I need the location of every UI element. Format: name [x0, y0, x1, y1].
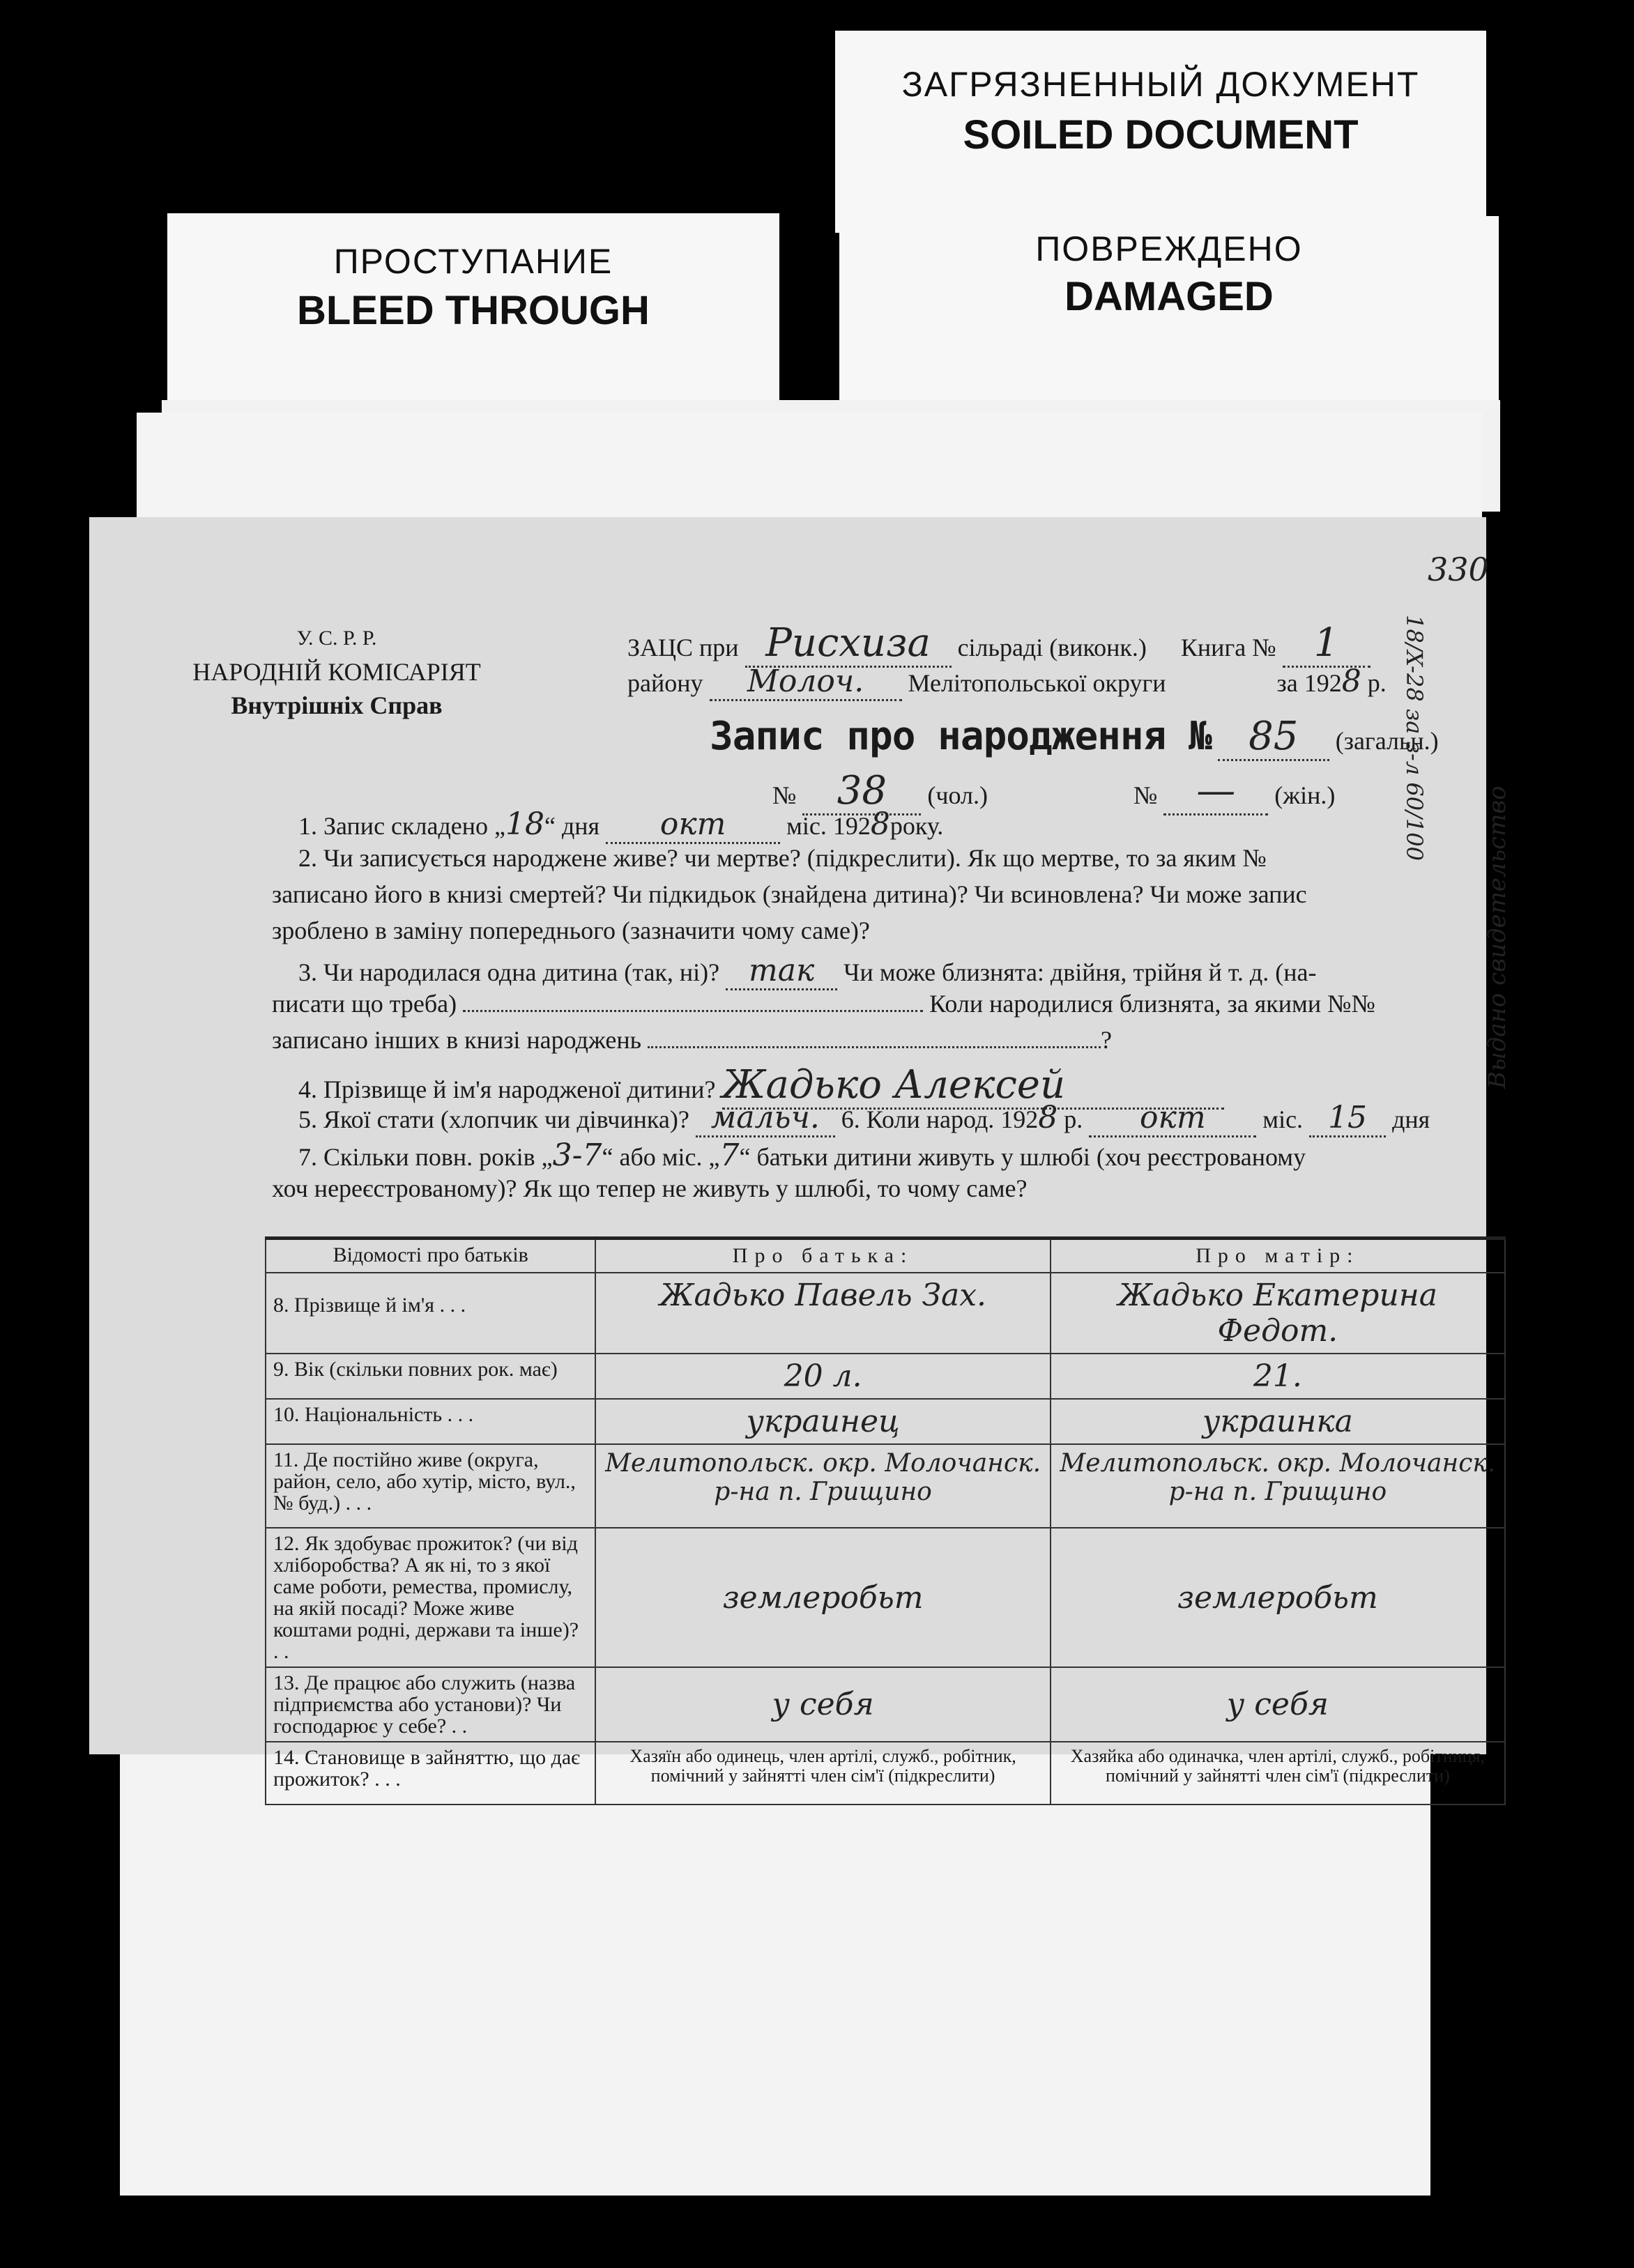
q5-question: 5. Якої стати (хлопчик чи дівчинка)? [298, 1105, 689, 1133]
zags-line [627, 620, 1370, 668]
record-female-label: (жін.) [1274, 781, 1336, 809]
page-title: Запис про народження № [710, 714, 1212, 759]
q3-answer: так [726, 953, 837, 990]
q3-line-2 [272, 989, 1375, 1018]
year-suffix: р. [1367, 669, 1387, 697]
bleed-label-en: BLEED THROUGH [297, 288, 650, 333]
father-answer: Жадько Павель Зах. [595, 1273, 1050, 1354]
q1-line [298, 806, 943, 844]
q3-line-1 [298, 953, 1316, 990]
q6-month-label: міс. [1262, 1105, 1304, 1133]
mother-answer: Мелитопольск. окр. Молочанск. р-на п. Грищино [1051, 1444, 1505, 1528]
q3-question-mark: ? [1101, 1026, 1112, 1054]
q1-year: 8 [870, 806, 890, 842]
q7-question: “ батьки дитини живуть у шлюбі (хоч реєстрованому [739, 1143, 1306, 1171]
q7-line-1 [298, 1137, 1306, 1173]
mother-answer: Жадько Екатерина Федот. [1051, 1273, 1505, 1354]
table-row [266, 1742, 1505, 1805]
row-question: 14. Становище в зайняттю, що дає прожиток? . . . [266, 1742, 595, 1805]
q4-question: 4. Прізвище й ім'я народженої дитини? [298, 1075, 716, 1103]
father-answer: Мелитопольск. окр. Молочанск. р-на п. Грищино [595, 1444, 1050, 1528]
q3-write-label: писати що треба) [272, 990, 457, 1018]
q6-year: 8 [1038, 1100, 1058, 1135]
q7-line-2: хоч нереєстрованому)? Як що тепер не живуть у шлюбі, то чому саме? [272, 1174, 1028, 1202]
mother-answer: 21. [1051, 1354, 1505, 1399]
q1-mid: “ дня [544, 812, 600, 840]
damaged-card [839, 216, 1499, 425]
zags-prefix: ЗАЦС при [627, 634, 739, 661]
q3-twins-numbers-label: Коли народилися близнята, за якими №№ [929, 990, 1375, 1018]
q6-day-label: дня [1392, 1105, 1430, 1133]
year-label: за 192 [1276, 669, 1342, 697]
mother-occupation-status: Хазяйка або одиначка, член артілі, служб., робітниця, помічний у зайнятті член сім'ї (підкреслити) [1051, 1742, 1505, 1805]
record-total: 85 [1218, 714, 1329, 761]
q4-answer: Жадько Алексей [722, 1062, 1224, 1110]
row-question: 13. Де працює або служить (назва підприємства або установи)? Чи господарює у себе? . . [266, 1667, 595, 1742]
book-value: 1 [1283, 620, 1370, 668]
q3-question: 3. Чи народилася одна дитина (так, ні)? [298, 958, 720, 986]
damaged-label-ru: ПОВРЕЖДЕНО [1035, 229, 1303, 268]
record-female: — [1163, 768, 1268, 815]
header-left [180, 622, 494, 722]
bleed-label-ru: ПРОСТУПАНИЕ [333, 242, 613, 281]
birth-record-form [89, 517, 1511, 1791]
table-header-cell: Про матір: [1051, 1239, 1505, 1273]
q2-line-1: 2. Чи записується народжене живе? чи мертве? (підкреслити). Як що мертве, то за яким № [298, 844, 1267, 872]
rayon-line [627, 664, 1387, 701]
row-question: 11. Де постійно живе (округа, район, село, або хутір, місто, вул., № буд.) . . . [266, 1444, 595, 1528]
header-ussr: У. С. Р. Р. [296, 627, 377, 650]
blank-card [137, 413, 1482, 524]
margin-note-date: 18/X-28 за з-л 60/100 [1401, 615, 1428, 861]
book-label: Книга № [1180, 634, 1276, 661]
bleed-through-card [167, 213, 779, 422]
header-commissariat: НАРОДНІЙ КОМІСАРІЯТ [192, 658, 481, 686]
rayon-label: району [627, 669, 703, 697]
father-answer: у себя [595, 1667, 1050, 1742]
q5-answer: мальч. [696, 1100, 835, 1137]
page-number: 330 [1428, 551, 1489, 588]
q1-month: окт [606, 806, 780, 844]
rayon-value: Молоч. [710, 664, 902, 701]
zags-value: Рисхиза [745, 620, 952, 668]
record-total-label: (загальн.) [1335, 727, 1439, 755]
row-question: 12. Як здобуває прожиток? (чи від хліборобства? А як ні, то з якої саме роботи, ремества, промислу, на якій посаді? Може живе коштами родні, держави та інше)? . . [266, 1528, 595, 1667]
mother-answer: украинка [1051, 1399, 1505, 1444]
father-occupation-status: Хазяїн або одинець, член артілі, служб., робітник, помічний у зайнятті член сім'ї (підкреслити) [595, 1742, 1050, 1805]
q3-twins-question: Чи може близнята: двійня, трійня й т. д. (на- [843, 958, 1317, 986]
q2-line-3: зроблено в заміну попереднього (зазначити чому саме)? [272, 917, 870, 944]
father-answer: 20 л. [595, 1354, 1050, 1399]
q3-write-field [463, 1010, 923, 1012]
q1-end: року. [889, 812, 944, 840]
q6-day: 15 [1309, 1100, 1386, 1137]
title-line [710, 714, 1439, 761]
soiled-label-en: SOILED DOCUMENT [963, 112, 1359, 158]
header-internal-affairs: Внутрішніх Справ [231, 691, 443, 719]
okruga-label: Мелітопольської округи [908, 669, 1166, 697]
mother-answer: у себя [1051, 1667, 1505, 1742]
parents-table [265, 1236, 1506, 1805]
margin-note-certificate: Выдано свидетельство [1483, 786, 1511, 1089]
damaged-label-en: DAMAGED [1064, 274, 1274, 319]
row-question: 9. Вік (скільки повних рок. має) [266, 1354, 595, 1399]
father-answer: землеробьт [595, 1528, 1050, 1667]
q6-label: 6. Коли народ. 192 [841, 1105, 1039, 1133]
q7-months-label: “ або міс. „ [602, 1143, 720, 1171]
table-row [266, 1444, 1505, 1528]
q5-q6-line [298, 1100, 1430, 1137]
record-male: 38 [802, 768, 921, 815]
table-header-cell: Відомості про батьків [266, 1239, 595, 1273]
q2-line-2: записано його в книзі смертей? Чи підкидьок (знайдена дитина)? Чи всиновлена? Чи може запис [272, 880, 1307, 908]
zags-suffix: сільраді (виконк.) [957, 634, 1147, 661]
father-answer: украинец [595, 1399, 1050, 1444]
record-male-label: (чол.) [927, 781, 988, 809]
table-row [266, 1528, 1505, 1667]
q7-years-label: 7. Скільки повн. років „ [298, 1143, 553, 1171]
table-row [266, 1399, 1505, 1444]
row-question: 8. Прізвище й ім'я . . . [266, 1273, 595, 1354]
table-row [266, 1273, 1505, 1354]
q1-prefix: 1. Запис складено „ [298, 812, 505, 840]
q7-months: 7 [719, 1137, 740, 1173]
mother-answer: землеробьт [1051, 1528, 1505, 1667]
no-label: № [772, 781, 797, 809]
q3-other-field [648, 1046, 1101, 1048]
q7-years: 3-7 [552, 1137, 602, 1173]
soiled-label-ru: ЗАГРЯЗНЕННЫЙ ДОКУМЕНТ [901, 65, 1420, 104]
table-row [266, 1354, 1505, 1399]
row-question: 10. Національність . . . [266, 1399, 595, 1444]
table-header-cell: Про батька: [595, 1239, 1050, 1273]
q1-suffix: міс. 192 [786, 812, 871, 840]
q6-month: окт [1089, 1100, 1256, 1137]
q3-other-label: записано інших в книзі народжень [272, 1026, 641, 1054]
table-row [266, 1667, 1505, 1742]
q6-year-suffix: р. [1064, 1105, 1083, 1133]
soiled-document-card [835, 31, 1486, 233]
q1-day: 18 [505, 806, 544, 842]
table-header-row [266, 1239, 1505, 1273]
year-value: 8 [1341, 664, 1361, 699]
q3-line-3 [272, 1025, 1112, 1055]
no-label: № [1133, 781, 1158, 809]
